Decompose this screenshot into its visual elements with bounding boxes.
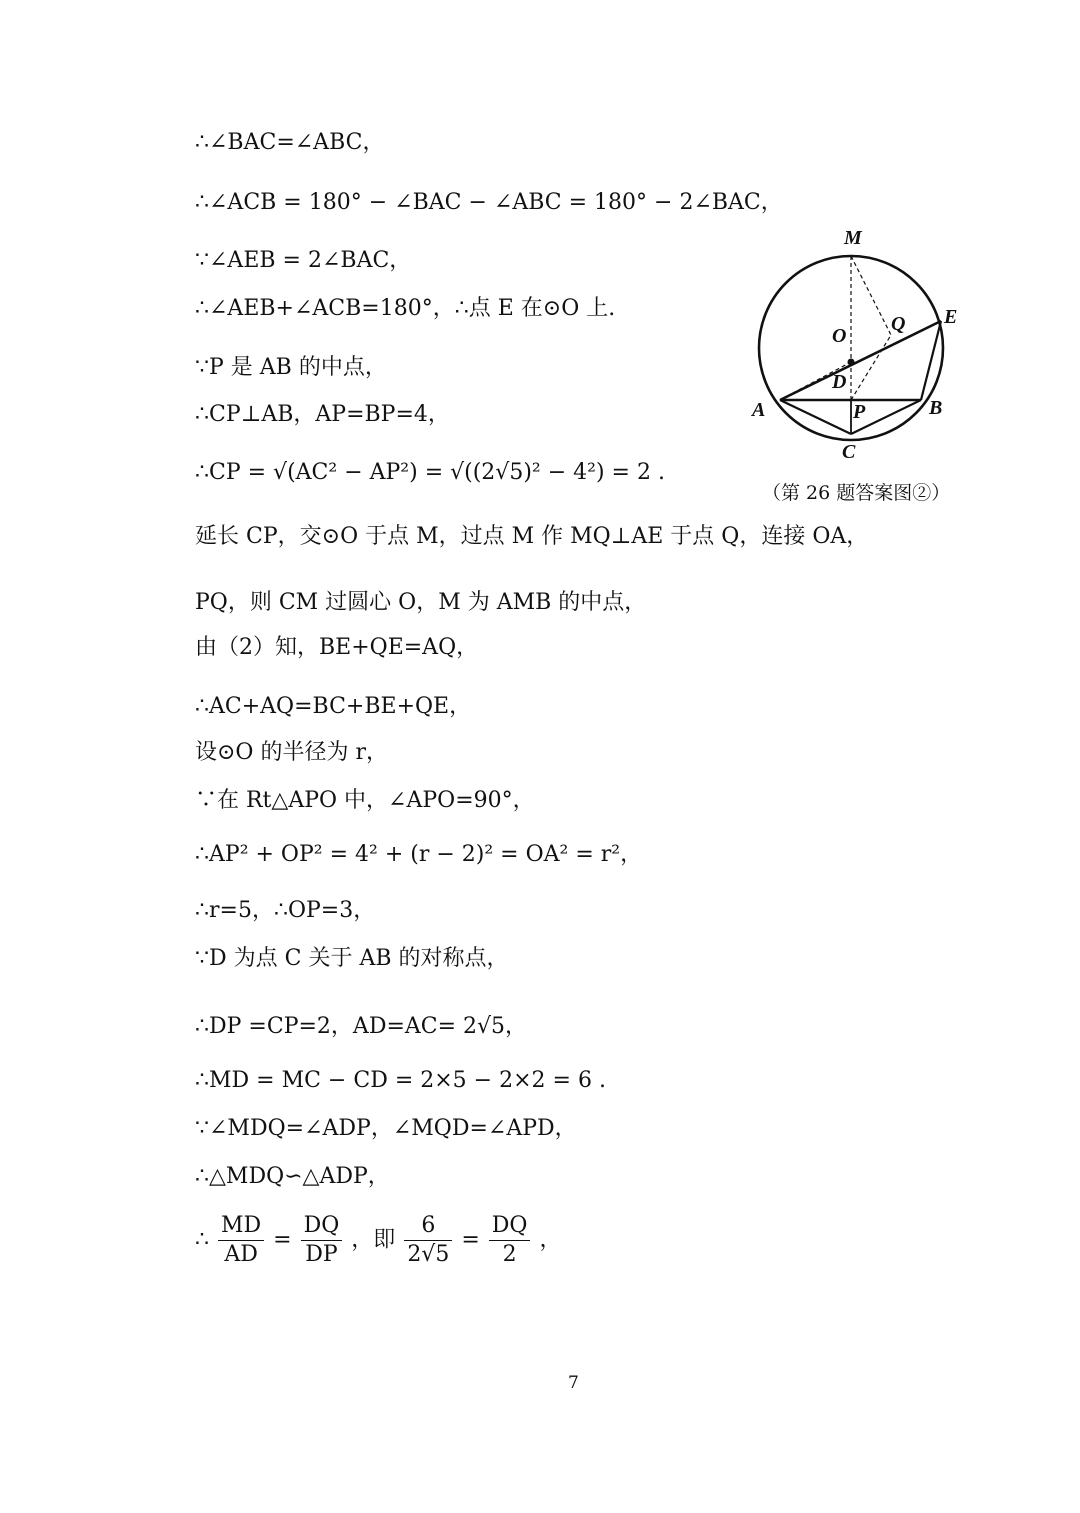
text-line-18: ∴MD = MC − CD = 2×5 − 2×2 = 6 .	[195, 1068, 606, 1093]
label-d: D	[832, 371, 847, 393]
label-a: A	[752, 399, 766, 421]
point-o	[848, 359, 855, 366]
text-line-4: ∴∠AEB+∠ACB=180°，∴点 E 在⊙O 上.	[195, 296, 616, 321]
text-line-3: ∵∠AEB = 2∠BAC，	[195, 248, 412, 273]
text-line-10: 由（2）知，BE+QE=AQ，	[195, 635, 479, 660]
text-line-8: 延长 CP，交⊙O 于点 M，过点 M 作 MQ⊥AE 于点 Q，连接 OA，	[195, 524, 869, 549]
fraction-md-ad	[218, 1212, 264, 1269]
text-line-6: ∴CP⊥AB，AP=BP=4，	[195, 402, 450, 427]
label-m: M	[844, 227, 862, 249]
page-number: 7	[568, 1373, 579, 1393]
text-line-19: ∵∠MDQ=∠ADP，∠MQD=∠APD，	[195, 1116, 577, 1141]
text-line-7: ∴CP = √(AC² − AP²) = √((2√5)² − 4²) = 2 .	[195, 460, 665, 485]
text-line-13: ∵在 Rt△APO 中，∠APO=90°，	[195, 788, 535, 813]
text-line-1: ∴∠BAC=∠ABC，	[195, 130, 385, 155]
equals-sign: =	[461, 1227, 480, 1253]
equals-sign: =	[273, 1227, 292, 1253]
label-p: P	[853, 401, 866, 423]
fraction-denominator: DP	[305, 1242, 338, 1267]
text-line-5: ∵P 是 AB 的中点，	[195, 355, 387, 380]
fraction-numerator: MD	[218, 1212, 264, 1241]
geometry-figure	[745, 222, 975, 460]
text-line-20: ∴△MDQ∽△ADP，	[195, 1164, 390, 1189]
segment-ae	[780, 321, 941, 400]
text-line-11: ∴AC+AQ=BC+BE+QE，	[195, 694, 472, 719]
text-line-15: ∴r=5，∴OP=3，	[195, 898, 376, 923]
fraction-denominator: 2√5	[407, 1242, 450, 1267]
label-o: O	[832, 325, 847, 347]
text-line-12: 设⊙O 的半径为 r，	[195, 740, 388, 765]
segment-be	[921, 321, 941, 400]
text-line-17: ∴DP =CP=2，AD=AC= 2√5，	[195, 1014, 528, 1039]
fraction-dq-dp	[301, 1212, 343, 1269]
fraction-numerator: DQ	[489, 1212, 531, 1241]
fraction-equation-line	[195, 1212, 561, 1269]
fraction-denominator: AD	[224, 1242, 258, 1267]
text-line-16: ∵D 为点 C 关于 AB 的对称点，	[195, 946, 509, 971]
label-c: C	[842, 441, 856, 460]
therefore-symbol: ∴	[195, 1227, 209, 1253]
segment-pq-dashed	[851, 335, 891, 400]
fraction-6-2root5	[404, 1212, 452, 1269]
figure-caption: （第 26 题答案图②）	[762, 482, 951, 504]
label-e: E	[944, 306, 958, 328]
fraction-denominator: 2	[502, 1242, 517, 1267]
text-line-14: ∴AP² + OP² = 4² + (r − 2)² = OA² = r²，	[195, 842, 643, 867]
text-line-2: ∴∠ACB = 180° − ∠BAC − ∠ABC = 180° − 2∠BAC，	[195, 190, 783, 215]
label-q: Q	[891, 313, 906, 335]
connector-text: ，即	[351, 1227, 396, 1253]
fraction-numerator: 6	[404, 1212, 452, 1241]
comma: ，	[539, 1227, 562, 1253]
text-line-9: PQ，则 CM 过圆心 O，M 为 AMB 的中点，	[195, 590, 647, 615]
label-b: B	[929, 397, 943, 419]
fraction-dq-2	[489, 1212, 531, 1269]
fraction-numerator: DQ	[301, 1212, 343, 1241]
segment-mq-dashed	[851, 256, 891, 335]
